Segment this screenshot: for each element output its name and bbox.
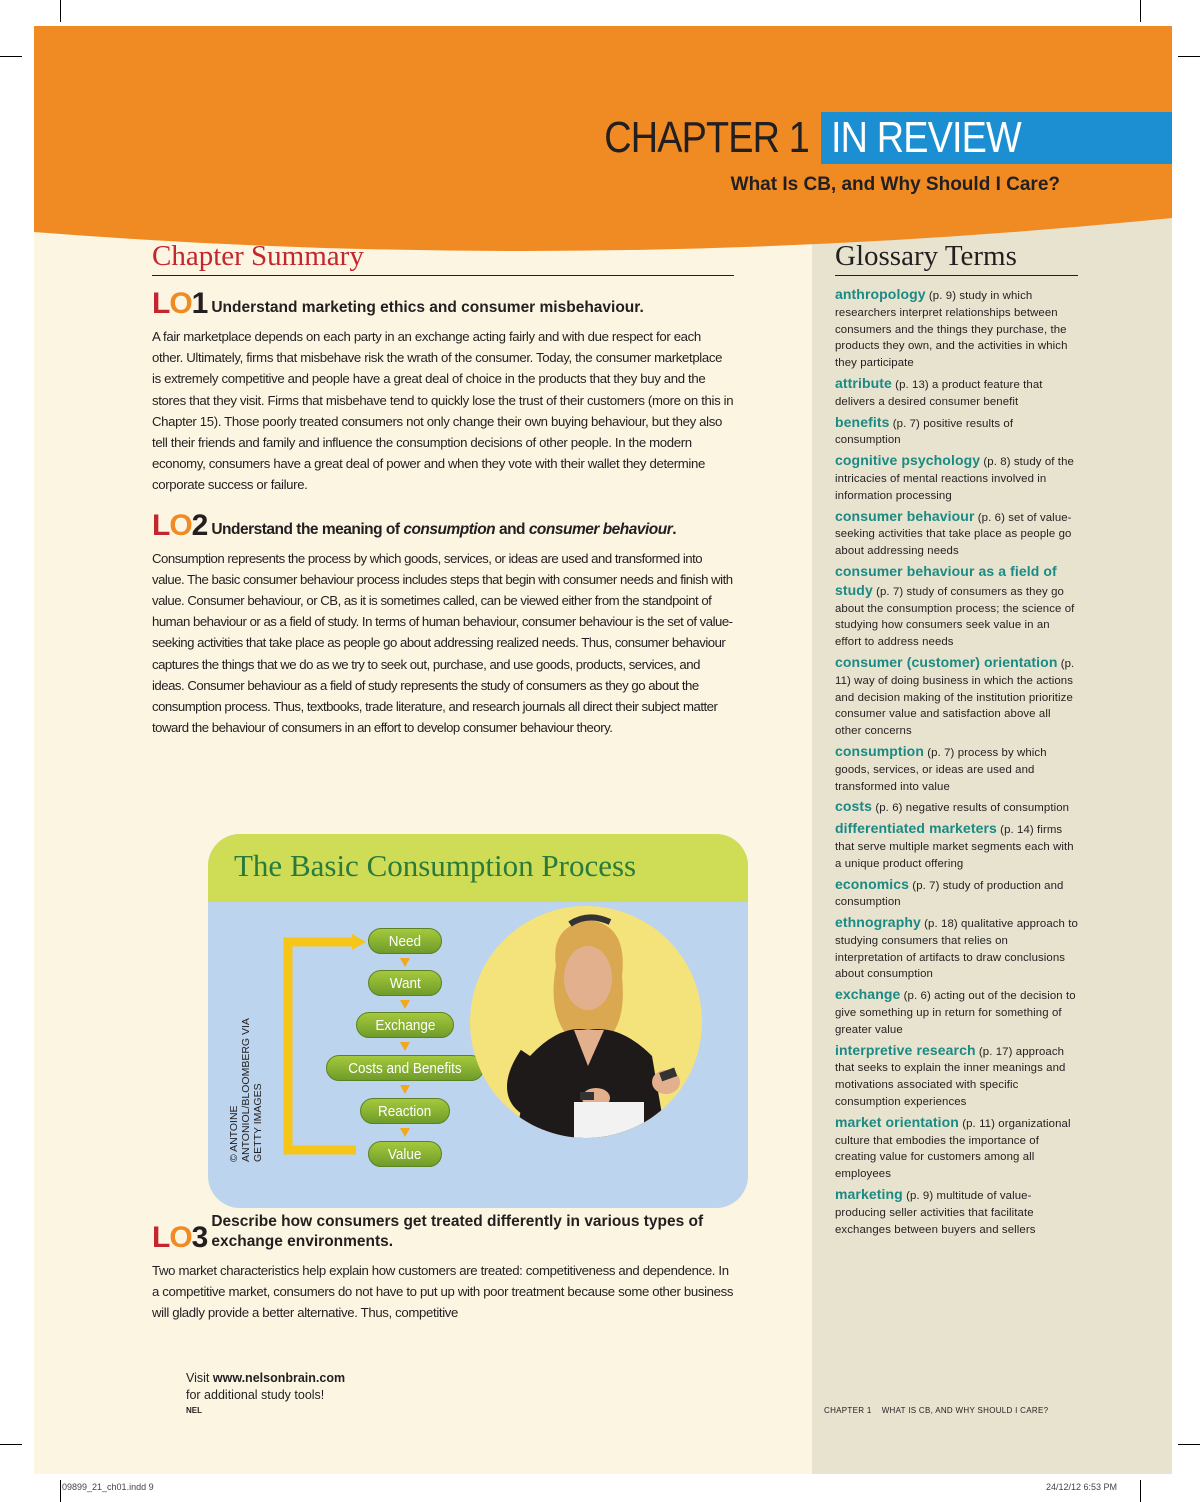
glossary-term: differentiated marketers xyxy=(835,820,997,837)
lo2-heading xyxy=(152,508,734,542)
glossary-term: consumer behaviour as a field of study xyxy=(835,562,1057,598)
glossary-entry xyxy=(835,654,1078,740)
lo2-marker: LO2 xyxy=(152,508,208,542)
crop-mark xyxy=(60,0,61,22)
in-review-label: IN REVIEW xyxy=(831,113,1022,162)
glossary-definition: (p. 11) way of doing business in which the actions and decision making of the institution prioritize consumer value and satisfaction above all other concerns xyxy=(835,657,1075,738)
glossary-entry xyxy=(835,1114,1078,1183)
process-step-value: Value xyxy=(368,1141,442,1167)
glossary-entry xyxy=(835,1042,1078,1111)
glossary-definition: (p. 6) set of value-seeking activities that take place as people go about addressing needs xyxy=(835,511,1072,558)
glossary-entry xyxy=(835,914,1078,983)
woman-with-phone-illustration xyxy=(470,906,702,1138)
glossary-term: market orientation xyxy=(835,1113,959,1130)
lo3-section xyxy=(152,1212,734,1324)
feedback-loop-arrow xyxy=(278,930,368,1164)
glossary-definition: (p. 7) positive results of consumption xyxy=(835,417,1014,447)
glossary-definition: (p. 14) firms that serve multiple market segments each with a unique product offering xyxy=(835,824,1074,870)
print-slug-date: 24/12/12 6:53 PM xyxy=(1046,1482,1118,1492)
lo1-heading xyxy=(152,287,734,320)
glossary-definition: (p. 9) multitude of value-producing seller activities that facilitate exchanges between buyers and sellers xyxy=(835,1190,1036,1236)
lo3-heading xyxy=(152,1212,734,1252)
lo2-title: Understand the meaning of consumption and consumer behaviour. xyxy=(211,520,677,538)
glossary-definition: (p. 18) qualitative approach to studying consumers that relies on interpretation of artifacts to draw conclusions about consumption xyxy=(835,918,1078,981)
glossary-definition: (p. 7) process by which goods, services, or ideas are used and transformed into value xyxy=(835,746,1047,793)
figure-title: The Basic Consumption Process xyxy=(234,848,637,883)
glossary-definition: (p. 6) acting out of the decision to give something up in return for something of greater value xyxy=(835,990,1076,1036)
chapter-heading xyxy=(569,112,1172,164)
running-foot: CHAPTER 1 WHAT IS CB, AND WHY SHOULD I CARE? xyxy=(824,1406,1049,1415)
glossary-term: exchange xyxy=(835,986,901,1003)
glossary-definition: (p. 6) negative results of consumption xyxy=(872,802,1070,815)
glossary-entry xyxy=(835,1186,1078,1238)
crop-mark xyxy=(0,1444,22,1445)
lo3-title: Describe how consumers get treated differently in various types of exchange environments. xyxy=(211,1213,704,1250)
crop-mark xyxy=(1140,0,1141,22)
glossary-term: anthropology xyxy=(835,286,926,302)
glossary-term: marketing xyxy=(835,1186,903,1203)
crop-mark xyxy=(60,1480,61,1502)
glossary-term: ethnography xyxy=(835,914,921,931)
chapter-summary xyxy=(152,240,734,738)
lo2-text: Consumption represents the process by which goods, services, or ideas are used and transformed into value. The basic consumer behaviour process includes steps that begin with consumer needs and finish with value. Consumer behaviour, or CB, as it is sometimes called, can be viewed either from the standpoint of human behaviour or as a field of study. In terms of human behaviour, consumer behaviour is the set of value-seeking activities that take place as people go about addressing realized needs. Thus, consumer behaviour captures the things that we do as we try to seek out, purchase, and use goods, products, services, and ideas. Consumer behaviour as a field of study represents the study of consumers as they go about the consumption process. Thus, textbooks, trade literature, and research journals all direct their subject matter toward the behaviour of consumers in an effort to develop consumer behaviour theory. xyxy=(152,550,733,736)
glossary-entry xyxy=(835,986,1078,1038)
process-step-want: Want xyxy=(368,970,442,996)
print-slug-file: 09899_21_ch01.indd 9 xyxy=(62,1482,154,1492)
down-arrow-icon xyxy=(400,1128,410,1137)
lo1-marker: LO1 xyxy=(152,287,208,320)
glossary-definition: (p. 17) approach that seeks to explain the inner meanings and motivations associated with specific consumption experiences xyxy=(835,1045,1066,1109)
glossary-term: benefits xyxy=(835,413,890,430)
glossary xyxy=(835,240,1078,1238)
lo1-title: Understand marketing ethics and consumer misbehaviour. xyxy=(211,299,644,316)
glossary-term: attribute xyxy=(835,374,892,391)
glossary-definition: (p. 13) a product feature that delivers a desired consumer benefit xyxy=(835,378,1043,408)
process-step-exchange: Exchange xyxy=(356,1012,454,1038)
crop-mark xyxy=(1178,1444,1200,1445)
crop-mark xyxy=(0,56,22,57)
glossary-term: consumption xyxy=(835,742,924,759)
glossary-definition: (p. 7) study of production and consumption xyxy=(835,879,1064,909)
lo3-text: Two market characteristics help explain how customers are treated: competitiveness and dependence. In a competitive market, consumers do not have to put up with poor treatment because some other business will gladly provide a better alternative. Thus, competitive xyxy=(152,1263,734,1321)
down-arrow-icon xyxy=(400,958,410,967)
glossary-term: cognitive psychology xyxy=(835,452,981,469)
glossary-term: interpretive research xyxy=(835,1041,976,1058)
down-arrow-icon xyxy=(400,1000,410,1009)
glossary-entry xyxy=(835,286,1078,372)
chapter-subtitle: What Is CB, and Why Should I Care? xyxy=(730,174,1060,195)
glossary-entry xyxy=(835,414,1078,450)
glossary-definition: (p. 11) organizational culture that embodies the importance of creating value for customers among all employees xyxy=(835,1117,1071,1181)
glossary-entry xyxy=(835,563,1078,651)
glossary-entry xyxy=(835,743,1078,795)
crop-mark xyxy=(1178,56,1200,57)
glossary-term: consumer (customer) orientation xyxy=(835,653,1058,670)
glossary-entry xyxy=(835,876,1078,912)
down-arrow-icon xyxy=(400,1042,410,1051)
consumption-process-figure xyxy=(208,834,748,1208)
glossary-term: economics xyxy=(835,875,910,892)
glossary-title: Glossary Terms xyxy=(835,240,1078,276)
glossary-entry xyxy=(835,508,1078,560)
glossary-entry xyxy=(835,798,1078,817)
process-step-reaction: Reaction xyxy=(360,1098,450,1124)
chapter-summary-title: Chapter Summary xyxy=(152,240,734,276)
in-review-banner xyxy=(821,112,1172,164)
lo1-text: A fair marketplace depends on each party in an exchange acting fairly and with due respect for each other. Ultimately, firms that misbehave risk the wrath of the consumer. Today, the consumer marketplace is extremely competitive and people have a great deal of choice in the products that they buy and the stores that they visit. Firms that misbehave tend to quickly lose the trust of their customers (more on this in Chapter 15). Those poorly treated consumers not only change their own buying behaviour, but they also tell their friends and family and influence the consumption decisions of other people. In the modern economy, consumers have a great deal of power and when they vote with their wallet they determine corporate success or failure. xyxy=(152,329,734,493)
glossary-entry xyxy=(835,452,1078,504)
glossary-term: costs xyxy=(835,798,873,815)
shopper-photo xyxy=(470,906,702,1138)
process-step-need: Need xyxy=(368,928,442,954)
glossary-entry xyxy=(835,375,1078,411)
lo3-marker: LO3 xyxy=(152,1221,208,1254)
chapter-label: CHAPTER 1 xyxy=(604,113,810,162)
glossary-list xyxy=(835,286,1078,1238)
glossary-definition: (p. 9) study in which researchers interpret relationships between consumers and the things they purchase, the products they own, and the activities in which they participate xyxy=(835,290,1068,370)
photo-credit: © ANTOINE ANTONIOL/BLOOMBERG VIA GETTY IMAGES xyxy=(228,1018,264,1162)
glossary-term: consumer behaviour xyxy=(835,507,975,524)
glossary-definition: (p. 8) study of the intricacies of mental reactions involved in information processing xyxy=(835,456,1074,502)
down-arrow-icon xyxy=(400,1085,410,1094)
process-step-costs-and-benefits: Costs and Benefits xyxy=(326,1055,484,1081)
crop-mark xyxy=(1140,1480,1141,1502)
study-tools-note: Visit www.nelsonbrain.com for additional study tools! xyxy=(186,1371,346,1402)
glossary-definition: (p. 7) study of consumers as they go about the consumption process; the science of studying how consumers seek value in an effort to address needs xyxy=(835,585,1075,649)
publisher-mark: NEL xyxy=(186,1406,202,1415)
nelsonbrain-link[interactable]: www.nelsonbrain.com xyxy=(212,1371,346,1385)
glossary-entry xyxy=(835,820,1078,872)
